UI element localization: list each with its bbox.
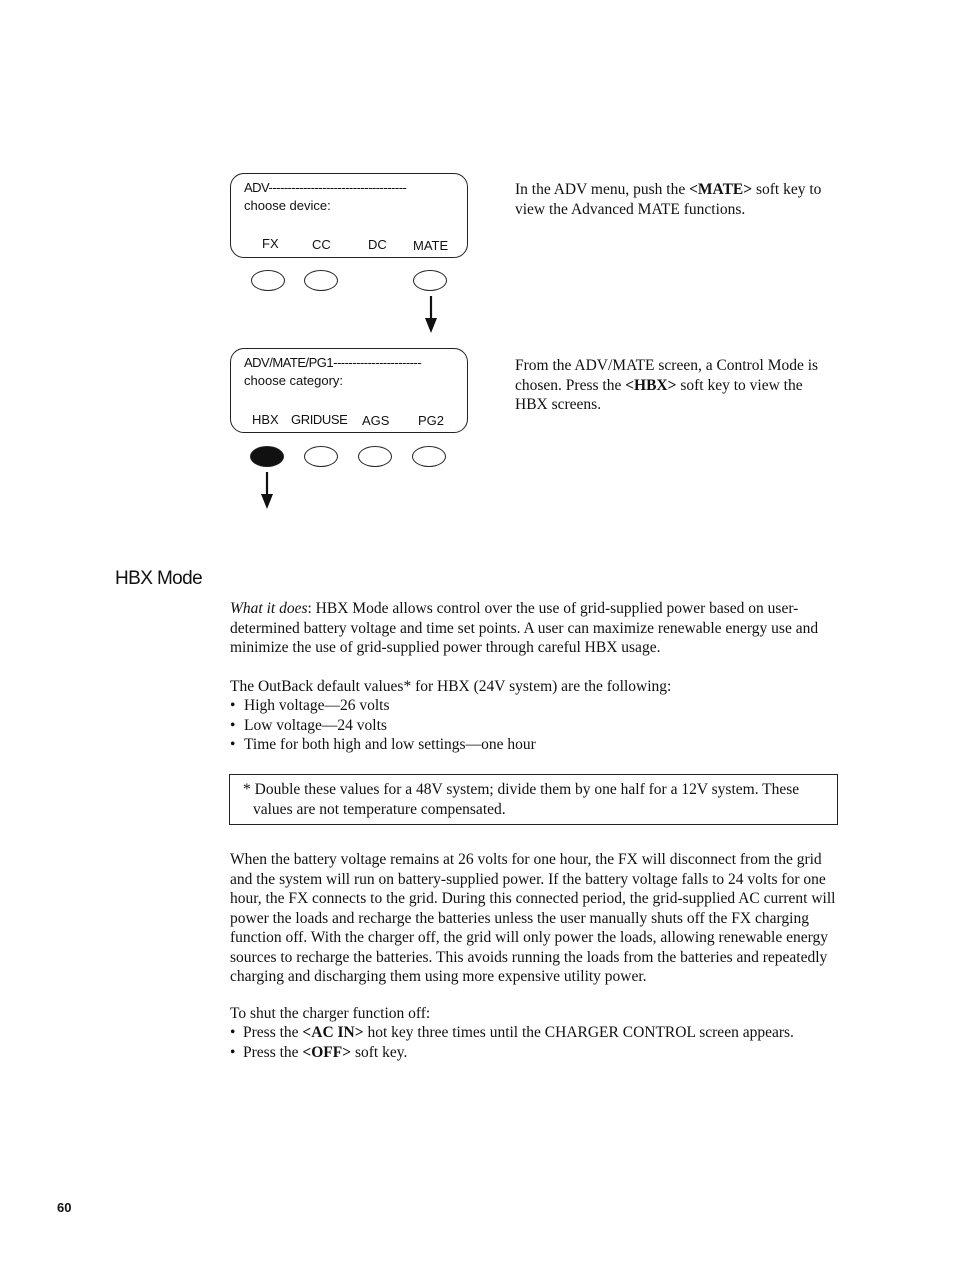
defaults-list: [230, 696, 842, 755]
key-label-pg2: PG2: [418, 413, 445, 428]
soft-key-cc[interactable]: [304, 270, 338, 291]
footnote-text: * Double these values for a 48V system; divide them by one half for a 12V system. These values are not temperature compensated.: [243, 781, 800, 818]
footnote-box: [229, 774, 838, 825]
soft-key-fx[interactable]: [251, 270, 285, 291]
key-label-hbx: HBX: [252, 412, 279, 427]
soft-key-griduse[interactable]: [304, 446, 338, 467]
lcd-line-1: ADV/MATE/PG1-----------------------: [244, 355, 422, 370]
lcd-screen-adv-mate: [230, 348, 468, 433]
shutoff-intro: To shut the charger function off:: [230, 1005, 431, 1022]
key-label-fx: FX: [262, 236, 279, 251]
key-label-mate: MATE: [413, 238, 449, 253]
description-mate: In the ADV menu, push the <MATE> soft key to view the Advanced MATE functions.: [515, 181, 822, 218]
defaults-intro: The OutBack default values* for HBX (24V system) are the following:: [230, 678, 672, 695]
soft-key-hbx[interactable]: [250, 446, 284, 467]
shutoff-steps: [230, 1023, 842, 1062]
list-item: • Press the <OFF> soft key.: [230, 1043, 408, 1061]
list-item: • Low voltage—24 volts: [230, 716, 387, 734]
soft-key-ags[interactable]: [358, 446, 392, 467]
key-label-dc: DC: [368, 237, 387, 252]
description-hbx: From the ADV/MATE screen, a Control Mode is chosen. Press the <HBX> soft key to view the HBX screens.: [515, 357, 819, 413]
key-label-griduse: GRIDUSE: [291, 412, 348, 427]
arrow-down-icon: [422, 296, 440, 334]
soft-key-pg2[interactable]: [412, 446, 446, 467]
key-label-cc: CC: [312, 237, 331, 252]
key-label-ags: AGS: [362, 413, 390, 428]
lcd-line-1: ADV------------------------------------: [244, 180, 407, 195]
list-item: • Time for both high and low settings—one hour: [230, 736, 536, 753]
list-item: • Press the <AC IN> hot key three times until the CHARGER CONTROL screen appears.: [230, 1024, 794, 1041]
lcd-line-2: choose device:: [244, 198, 331, 213]
page-number: 60: [57, 1200, 72, 1215]
lcd-screen-adv: [230, 173, 468, 258]
arrow-down-icon: [258, 472, 276, 510]
section-heading: HBX Mode: [115, 568, 203, 589]
intro-paragraph: What it does: HBX Mode allows control over the use of grid-supplied power based on user-determined battery voltage and time set points. A user can maximize renewable energy use and minimize the use of grid-supplied power through careful HBX usage.: [230, 600, 819, 656]
body-paragraph: When the battery voltage remains at 26 volts for one hour, the FX will disconnect from the grid and the system will run on battery-supplied power. If the battery voltage falls to 24 volts for one hour, the FX connects to the grid. During this connected period, the grid-supplied AC current will power the loads and recharge the batteries unless the user manually shuts off the FX charging function off. With the charger off, the grid will only power the loads, allowing renewable energy sources to recharge the batteries. This avoids running the loads from the batteries and repeatedly charging and discharging them using more expensive utility power.: [230, 851, 836, 985]
lcd-line-2: choose category:: [244, 373, 344, 388]
list-item: • High voltage—26 volts: [230, 697, 390, 714]
soft-key-mate[interactable]: [413, 270, 447, 291]
